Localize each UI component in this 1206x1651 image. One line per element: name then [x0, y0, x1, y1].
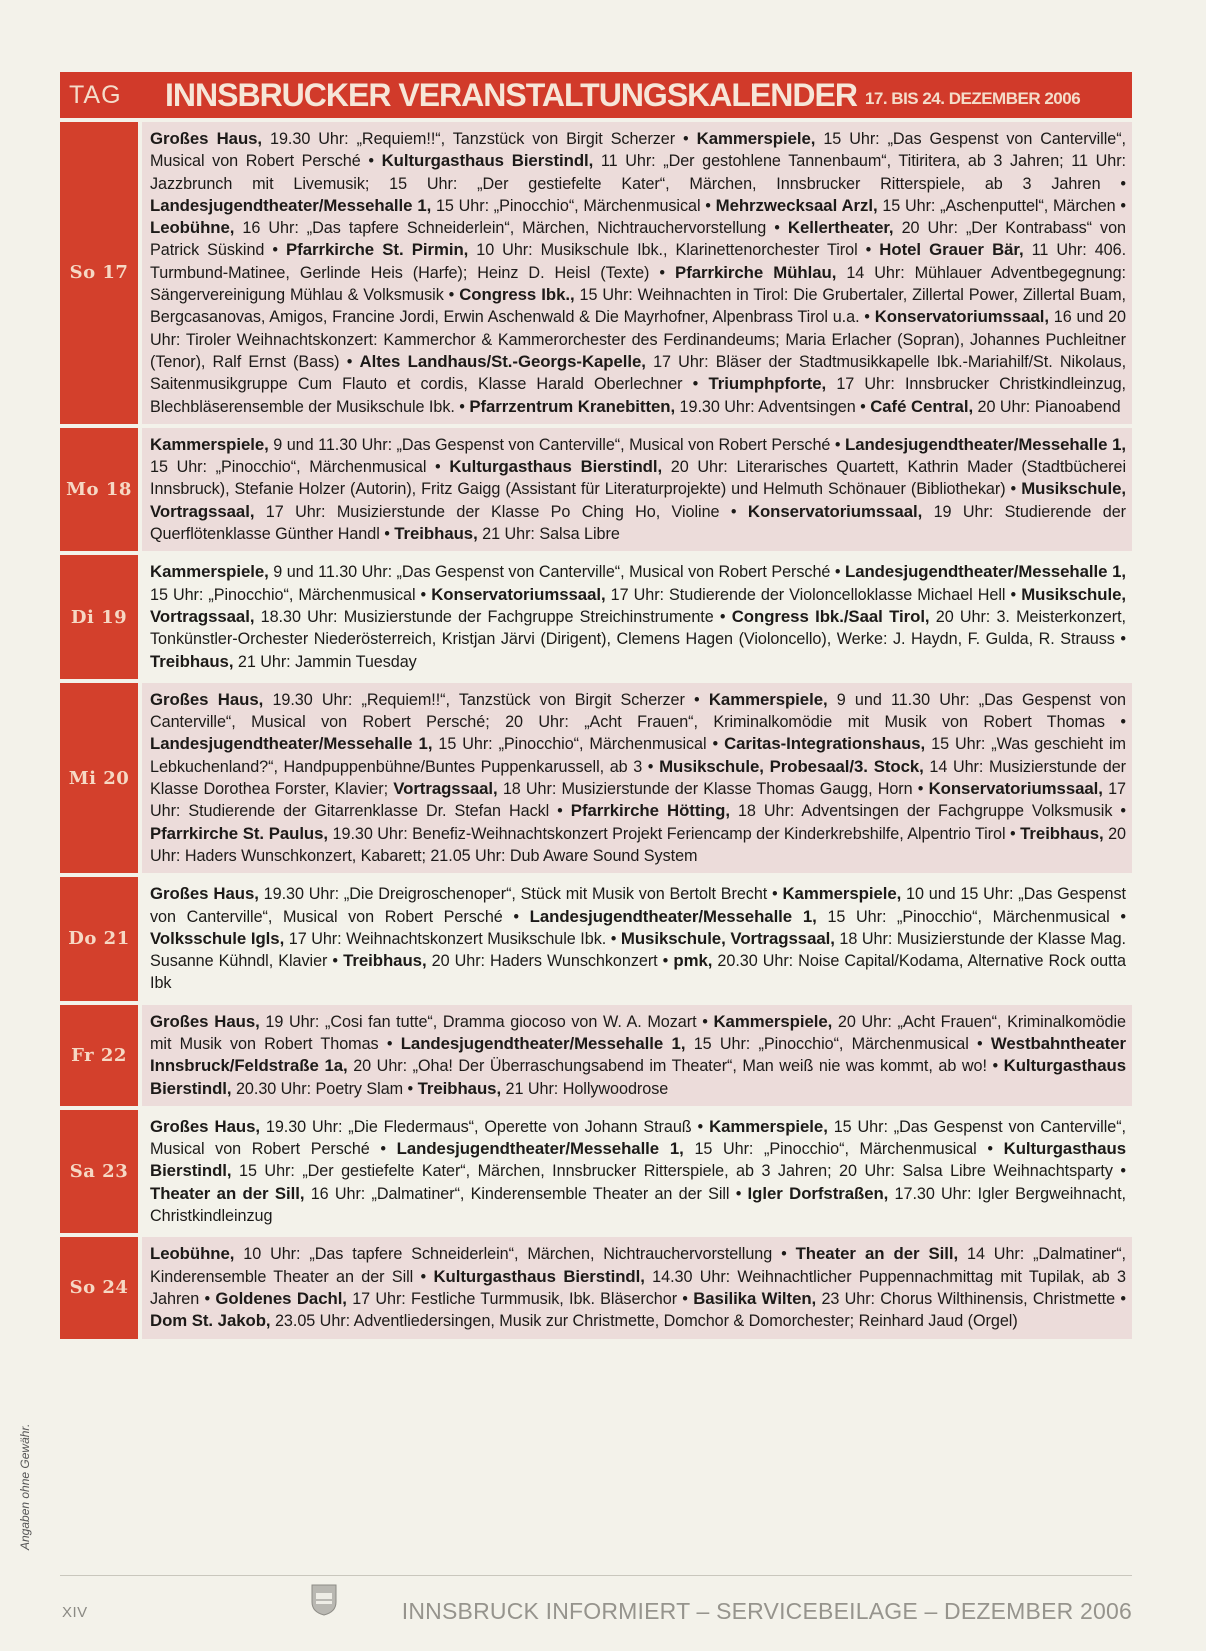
venue-name: Volksschule Igls,: [150, 928, 285, 948]
venue-name: Kammerspiele,: [709, 1116, 828, 1136]
day-label: Do 21: [60, 877, 138, 1000]
day-label: So 24: [60, 1237, 138, 1338]
event-details: 16 Uhr: „Das tapfere Schneiderlein“, Märchen, Nichtrauchervorstellung •: [234, 219, 788, 238]
day-row: [60, 428, 1132, 551]
event-details: 17.30 Uhr: Igler Bergweihnacht, Christkindleinzug: [150, 1184, 1126, 1226]
venue-name: Großes Haus,: [150, 129, 263, 148]
venue-name: Landesjugendtheater/Messehalle 1,: [845, 434, 1126, 454]
venue-name: Altes Landhaus/St.-Georgs-Kapelle,: [359, 351, 646, 371]
venue-name: Kammerspiele,: [150, 562, 269, 582]
event-details: 9 und 11.30 Uhr: „Das Gespenst von Canterville“, Musical von Robert Persché •: [268, 563, 845, 582]
event-details: 20 Uhr: Literarisches Quartett, Kathrin Mader (Stadtbücherei Innsbruck), Stefanie Holzer (Autorin), Fritz Gaigg (Assistant für Literaturprojekte) und Helmuth Schönauer (Bibliothekar) •: [150, 458, 1126, 499]
venue-name: Kammerspiele,: [696, 129, 816, 148]
event-details: 14 Uhr: „Dalmatiner“, Kinderensemble Theater an der Sill •: [150, 1245, 1126, 1286]
event-details: 18 Uhr: Adventsingen der Fachgruppe Volksmusik •: [730, 802, 1126, 821]
event-details: 20 Uhr: „Oha! Der Überraschungsabend im Theater“, Man weiß nie was kommt, ab wo! •: [347, 1057, 1004, 1076]
venue-name: Goldenes Dachl,: [215, 1288, 347, 1308]
day-row: [60, 1237, 1132, 1338]
venue-name: Kulturgasthaus Bierstindl,: [150, 1056, 1127, 1098]
venue-name: Landesjugendtheater/Messehalle 1,: [150, 195, 432, 215]
event-details: 14.30 Uhr: Weihnachtlicher Puppennachmittag mit Tupilak, ab 3 Jahren •: [150, 1267, 1126, 1308]
venue-name: Westbahntheater Innsbruck/Feldstraße 1a,: [150, 1033, 1126, 1076]
event-details: 19.30 Uhr: „Die Dreigroschenoper“, Stück mit Musik von Bertolt Brecht •: [258, 885, 783, 904]
venue-name: Musikschule, Probesaal/3. Stock,: [659, 756, 924, 776]
event-details: 18.30 Uhr: Musizierstunde der Fachgruppe Streichinstrumente •: [254, 607, 732, 626]
event-details: 17 Uhr: Studierende der Violoncelloklasse Michael Hell •: [605, 585, 1022, 604]
footer-divider: [60, 1575, 1132, 1576]
event-details: 15 Uhr: „Das Gespenst von Canterville“, Musical von Robert Persché •: [150, 1117, 1127, 1159]
day-column-heading: TAG: [69, 80, 122, 109]
event-details: 19 Uhr: Studierende der Querflötenklasse Günther Handl •: [150, 502, 1126, 544]
venue-name: Kulturgasthaus Bierstindl,: [381, 151, 594, 171]
event-calendar: [60, 72, 1132, 1339]
venue-name: Basilika Wilten,: [693, 1288, 817, 1308]
event-details: 18 Uhr: Musizierstunde der Klasse Mag. Susanne Kühndl, Klavier •: [150, 929, 1126, 971]
venue-name: Leobühne,: [150, 1244, 235, 1264]
event-details: 15 Uhr: „Aschenputtel“, Märchen •: [877, 196, 1126, 215]
event-details: 19.30 Uhr: Adventsingen •: [675, 397, 871, 416]
venue-name: Kammerspiele,: [150, 434, 269, 454]
event-details: 17 Uhr: Innsbrucker Christkindleinzug, Blechbläserensemble der Musikschule Ibk. •: [150, 375, 1126, 416]
event-details: 9 und 11.30 Uhr: „Das Gespenst von Canterville“, Musical von Robert Persché; 20 Uhr: „Acht Frauen“, Kriminalkomödie mit Musik von Robert Thomas •: [150, 690, 1126, 732]
day-label: Fr 22: [60, 1005, 138, 1106]
venue-name: Kulturgasthaus Bierstindl,: [433, 1266, 645, 1286]
event-details: 14 Uhr: Musizierstunde der Klasse Dorothea Forster, Klavier;: [150, 757, 1126, 799]
event-details: 15 Uhr: „Pinocchio“, Märchenmusical •: [150, 585, 432, 604]
venue-name: Congress Ibk./Saal Tirol,: [731, 606, 930, 626]
day-label: Di 19: [60, 555, 138, 678]
day-events: [142, 1005, 1132, 1106]
event-details: 17 Uhr: Weihnachtskonzert Musikschule Ibk. •: [284, 929, 621, 948]
venue-name: Kammerspiele,: [782, 884, 902, 904]
event-details: 15 Uhr: „Pinocchio“, Märchenmusical •: [685, 1034, 991, 1053]
venue-name: Konservatoriumssaal,: [747, 501, 923, 521]
event-details: 20.30 Uhr: Poetry Slam •: [231, 1079, 418, 1098]
event-details: 15 Uhr: „Pinocchio“, Märchenmusical •: [150, 458, 450, 477]
venue-name: Treibhaus,: [150, 651, 234, 671]
venue-name: Landesjugendtheater/Messehalle 1,: [400, 1033, 686, 1053]
event-details: 20 Uhr: 3. Meisterkonzert, Tonkünstler-Orchester Niederösterreich, Kristjan Järvi (Dirigent), Clemens Hagen (Violoncello), Werke: J. Haydn, F. Gulda, R. Strauss •: [150, 607, 1126, 649]
event-details: 23 Uhr: Chorus Wilthinensis, Christmette •: [816, 1289, 1126, 1308]
venue-name: Pfarrkirche St. Paulus,: [150, 823, 329, 843]
venue-name: Igler Dorfstraßen,: [747, 1183, 889, 1203]
venue-name: Theater an der Sill,: [150, 1183, 305, 1203]
disclaimer-note: Angaben ohne Gewähr.: [18, 1423, 32, 1550]
venue-name: Kellertheater,: [787, 218, 894, 238]
event-details: 15 Uhr: „Pinocchio“, Märchenmusical •: [816, 907, 1126, 926]
day-label: Sa 23: [60, 1110, 138, 1233]
venue-name: Dom St. Jakob,: [150, 1311, 271, 1331]
event-details: 14 Uhr: Mühlauer Adventbegegnung: Sängervereinigung Mühlau & Volksmusik •: [150, 263, 1126, 305]
venue-name: Caritas-Integrationshaus,: [724, 734, 926, 754]
venue-name: Großes Haus,: [150, 1011, 260, 1031]
city-crest-icon: [311, 1584, 337, 1616]
day-events: [142, 1110, 1132, 1233]
venue-name: Pfarrkirche Hötting,: [570, 801, 730, 821]
venue-name: Landesjugendtheater/Messehalle 1,: [529, 906, 817, 926]
venue-name: Pfarrzentrum Kranebitten,: [469, 396, 676, 416]
venue-name: Kammerspiele,: [713, 1011, 833, 1031]
venue-name: Landesjugendtheater/Messehalle 1,: [150, 734, 433, 754]
day-row: [60, 683, 1132, 873]
event-details: 15 Uhr: „Was geschieht im Lebkuchenland?“, Handpuppenbühne/Buntes Puppenkarussell, ab 3 •: [150, 735, 1126, 776]
event-details: 19.30 Uhr: „Requiem!!“, Tanzstück von Birgit Scherzer •: [262, 130, 697, 148]
venue-name: Musikschule, Vortragssaal,: [150, 479, 1126, 521]
event-details: 15 Uhr: „Pinocchio“, Märchenmusical •: [683, 1140, 1004, 1159]
event-details: 16 Uhr: „Dalmatiner“, Kinderensemble Theater an der Sill •: [304, 1184, 748, 1203]
venue-name: Treibhaus,: [394, 524, 478, 544]
venue-name: Pfarrkirche St. Pirmin,: [286, 240, 469, 260]
event-details: 11 Uhr: 406. Turmbund-Matinee, Gerlinde Heis (Harfe); Heinz D. Heisl (Texte) •: [150, 241, 1127, 282]
venue-name: Treibhaus,: [1020, 823, 1104, 843]
day-row: [60, 1110, 1132, 1233]
event-details: 17 Uhr: Festliche Turmmusik, Ibk. Bläserchor •: [346, 1289, 694, 1308]
event-details: 9 und 11.30 Uhr: „Das Gespenst von Canterville“, Musical von Robert Persché •: [268, 435, 845, 454]
event-details: 20 Uhr: Pianoabend: [973, 397, 1121, 416]
event-details: 21 Uhr: Jammin Tuesday: [233, 652, 417, 671]
event-details: 17 Uhr: Studierende der Gitarrenklasse Dr. Stefan Hackl •: [150, 780, 1126, 821]
event-details: 23.05 Uhr: Adventliedersingen, Musik zur Christmette, Domchor & Domorchester; Reinhard Jaud (Orgel): [270, 1312, 1018, 1331]
venue-name: Triumphpforte,: [708, 374, 827, 394]
event-details: 21 Uhr: Hollywoodrose: [501, 1079, 669, 1098]
venue-name: Café Central,: [870, 396, 974, 416]
event-details: 15 Uhr: Weihnachten in Tirol: Die Grubertaler, Zillertal Power, Zillertal Buam, Bergcasanovas, Amigos, Francine Jordi, Erwin Aschenwald & Die Mayrhofner, Alpenbrass Tirol u.a. •: [150, 286, 1127, 327]
venue-name: Großes Haus,: [150, 1116, 260, 1136]
publication-footer: INNSBRUCK INFORMIERT – SERVICEBEILAGE – DEZEMBER 2006: [401, 1598, 1132, 1624]
event-details: 11 Uhr: „Der gestohlene Tannenbaum“, Titiritera, ab 3 Jahren; 11 Uhr: Jazzbrunch mit Livemusik; 15 Uhr: „Der gestiefelte Kater“, Märchen, Innsbrucker Ritterspiele, ab 3 Jahren •: [150, 152, 1126, 193]
venue-name: Pfarrkirche Mühlau,: [675, 262, 837, 282]
venue-name: Vortragssaal,: [393, 779, 498, 799]
event-details: 21 Uhr: Salsa Libre: [477, 525, 620, 544]
venue-name: Konservatoriumssaal,: [874, 307, 1050, 327]
event-details: 19.30 Uhr: Benefiz-Weihnachtskonzert Projekt Feriencamp der Kinderkrebshilfe, Alpentrio Tirol •: [328, 824, 1021, 843]
event-details: 20 Uhr: „Acht Frauen“, Kriminalkomödie mit Musik von Robert Thomas •: [150, 1012, 1127, 1053]
day-label: Mo 18: [60, 428, 138, 551]
event-details: 15 Uhr: „Das Gespenst von Canterville“, Musical von Robert Persché •: [150, 130, 1127, 171]
event-details: 20.30 Uhr: Noise Capital/Kodama, Alternative Rock outta Ibk: [150, 952, 1126, 993]
day-row: [60, 1005, 1132, 1106]
venue-name: Leobühne,: [150, 218, 235, 238]
venue-name: Theater an der Sill,: [795, 1244, 959, 1264]
calendar-title: INNSBRUCKER VERANSTALTUNGSKALENDER: [165, 76, 857, 113]
day-row: [60, 877, 1132, 1000]
event-details: 16 und 20 Uhr: Tiroler Weihnachtskonzert: Kammerchor & Kammerorchester des Ferdinandeums; Maria Erlacher (Sopran), Johannes Puchleitner (Tenor), Ralf Ernst (Bass) •: [150, 308, 1126, 371]
venue-name: Kulturgasthaus Bierstindl,: [449, 457, 663, 477]
event-details: 18 Uhr: Musizierstunde der Klasse Thomas Gaugg, Horn •: [497, 780, 929, 799]
page-number: XIV: [62, 1604, 88, 1621]
day-events: [142, 428, 1132, 551]
venue-name: pmk,: [673, 951, 713, 971]
event-details: 15 Uhr: „Pinocchio“, Märchenmusical •: [431, 196, 716, 215]
venue-name: Musikschule, Vortragssaal,: [620, 928, 835, 948]
venue-name: Kammerspiele,: [708, 689, 828, 709]
venue-name: Treibhaus,: [417, 1078, 502, 1098]
day-row: [60, 122, 1132, 424]
day-events: [142, 122, 1132, 424]
day-events: [142, 683, 1132, 873]
day-label: Mi 20: [60, 683, 138, 873]
venue-name: Landesjugendtheater/Messehalle 1,: [396, 1139, 684, 1159]
venue-name: Mehrzwecksaal Arzl,: [715, 195, 878, 215]
venue-name: Treibhaus,: [343, 951, 427, 971]
venue-name: Großes Haus,: [150, 689, 264, 709]
event-details: 10 Uhr: „Das tapfere Schneiderlein“, Märchen, Nichtrauchervorstellung •: [234, 1245, 796, 1264]
event-details: 15 Uhr: „Der gestiefelte Kater“, Märchen, Innsbrucker Ritterspiele, ab 3 Jahren; 20 Uhr: Salsa Libre Weihnachtsparty •: [231, 1162, 1126, 1181]
day-events: [142, 555, 1132, 678]
event-details: 10 Uhr: Musikschule Ibk., Klarinettenorchester Tirol •: [468, 241, 880, 260]
event-details: 20 Uhr: Haders Wunschkonzert, Kabarett; 21.05 Uhr: Dub Aware Sound System: [150, 824, 1127, 865]
event-details: 17 Uhr: Musizierstunde der Klasse Po Ching Ho, Violine •: [254, 502, 748, 521]
calendar-header: [60, 72, 1132, 118]
event-details: 20 Uhr: „Der Kontrabass“ von Patrick Süskind •: [150, 219, 1126, 260]
event-details: 19.30 Uhr: „Requiem!!“, Tanzstück von Birgit Scherzer •: [263, 690, 709, 709]
event-details: 15 Uhr: „Pinocchio“, Märchenmusical •: [432, 735, 725, 754]
venue-name: Großes Haus,: [150, 884, 259, 904]
venue-name: Landesjugendtheater/Messehalle 1,: [845, 562, 1126, 582]
event-details: 19 Uhr: „Cosi fan tutte“, Dramma giocoso von W. A. Mozart •: [259, 1012, 714, 1031]
day-events: [142, 877, 1132, 1000]
venue-name: Konservatoriumssaal,: [928, 779, 1103, 799]
event-details: 10 und 15 Uhr: „Das Gespenst von Canterville“, Musical von Robert Persché •: [150, 885, 1126, 926]
venue-name: Hotel Grauer Bär,: [879, 240, 1024, 260]
venue-name: Konservatoriumssaal,: [431, 584, 606, 604]
venue-name: Congress Ibk.,: [459, 285, 575, 305]
day-label: So 17: [60, 122, 138, 424]
day-row: [60, 555, 1132, 678]
day-events: [142, 1237, 1132, 1338]
event-details: 19.30 Uhr: „Die Fledermaus“, Operette von Johann Strauß •: [259, 1117, 710, 1136]
venue-name: Kulturgasthaus Bierstindl,: [150, 1139, 1126, 1181]
event-details: 17 Uhr: Bläser der Stadtmusikkapelle Ibk.-Mariahilf/St. Nikolaus, Saitenmusikgruppe Cum Flauto et cordis, Klasse Harald Oberlechner •: [150, 352, 1127, 394]
venue-name: Musikschule, Vortragssaal,: [150, 584, 1126, 626]
event-details: 20 Uhr: Haders Wunschkonzert •: [426, 952, 674, 971]
calendar-date-range: 17. BIS 24. DEZEMBER 2006: [864, 89, 1081, 108]
